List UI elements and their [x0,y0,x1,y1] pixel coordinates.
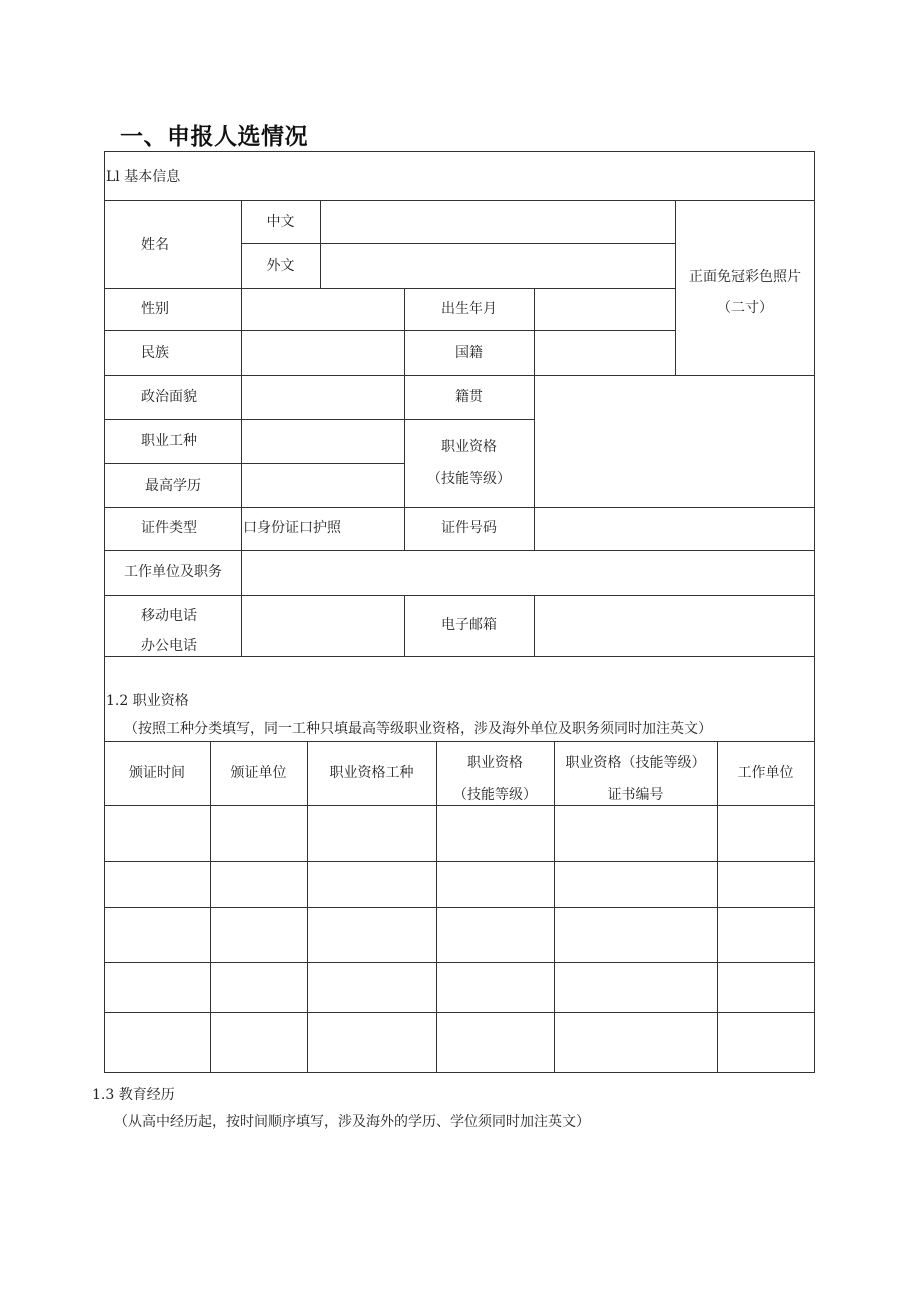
col-issue-date: 颁证时间 [129,765,185,781]
section-1-3-heading: 1.3 教育经历 [92,1087,175,1103]
birth-date-field[interactable] [535,289,674,330]
birth-date-label: 出生年月 [441,301,497,317]
native-place-label: 籍贯 [455,389,483,405]
occupation-field[interactable] [242,420,404,463]
qualification-field[interactable] [535,420,814,507]
employer-field[interactable] [242,551,814,595]
phone-field[interactable] [242,596,404,656]
section-1-1-heading: Ll 基本信息 [106,169,181,185]
nationality-label: 国籍 [455,345,483,361]
col-level: 职业资格 [467,755,523,771]
foreign-name-label: 外文 [266,258,295,274]
table-row[interactable] [105,806,814,861]
photo-size-label: （二寸） [717,300,773,316]
political-status-label: 政治面貌 [141,389,197,405]
name-label: 姓名 [141,237,169,253]
qualification-label: 职业资格 [441,439,497,455]
col-workplace: 工作单位 [737,765,794,781]
employer-label: 工作单位及职务 [124,564,222,580]
qualification-level-label: （技能等级） [427,471,511,487]
col-trade: 职业资格工种 [329,765,414,781]
col-cert: 职业资格（技能等级） [565,755,706,771]
id-type-label: 证件类型 [141,520,197,536]
col-level-sub: （技能等级） [453,787,537,803]
email-label: 电子邮箱 [441,617,497,633]
nationality-field[interactable] [535,331,674,375]
page-title: 一、申报人选情况 [120,124,308,150]
gender-field[interactable] [242,289,404,330]
native-place-field[interactable] [535,376,814,419]
gender-label: 性别 [141,301,169,317]
photo-label: 正面免冠彩色照片 [689,269,801,285]
occupation-label: 职业工种 [141,433,197,449]
photo-box[interactable] [676,201,814,375]
col-issuer: 颁证单位 [230,765,287,781]
ethnicity-field[interactable] [242,331,404,375]
table-row[interactable] [105,862,814,907]
email-field[interactable] [535,596,814,656]
section-1-2-heading: 1.2 职业资格 [106,693,189,709]
table-row[interactable] [105,908,814,962]
chinese-name-label: 中文 [266,214,295,230]
id-type-checkboxes[interactable]: 口身份证口护照 [243,520,341,536]
ethnicity-label: 民族 [141,345,169,361]
id-number-label: 证件号码 [441,520,497,536]
section-1-3-note: （从高中经历起，按时间顺序填写，涉及海外的学历、学位须同时加注英文） [114,1114,590,1130]
table-row[interactable] [105,963,814,1012]
education-label: 最高学历 [145,478,201,494]
section-1-2-note: （按照工种分类填写，同一工种只填最高等级职业资格，涉及海外单位及职务须同时加注英文） [124,721,712,737]
office-phone-label: 办公电话 [141,638,197,654]
mobile-phone-label: 移动电话 [141,608,197,624]
col-cert-sub: 证书编号 [607,787,664,803]
education-field[interactable] [242,464,404,507]
foreign-name-field[interactable] [321,244,674,288]
table-row[interactable] [105,1013,814,1072]
chinese-name-field[interactable] [321,201,674,243]
political-status-field[interactable] [242,376,404,419]
id-number-field[interactable] [535,508,814,550]
